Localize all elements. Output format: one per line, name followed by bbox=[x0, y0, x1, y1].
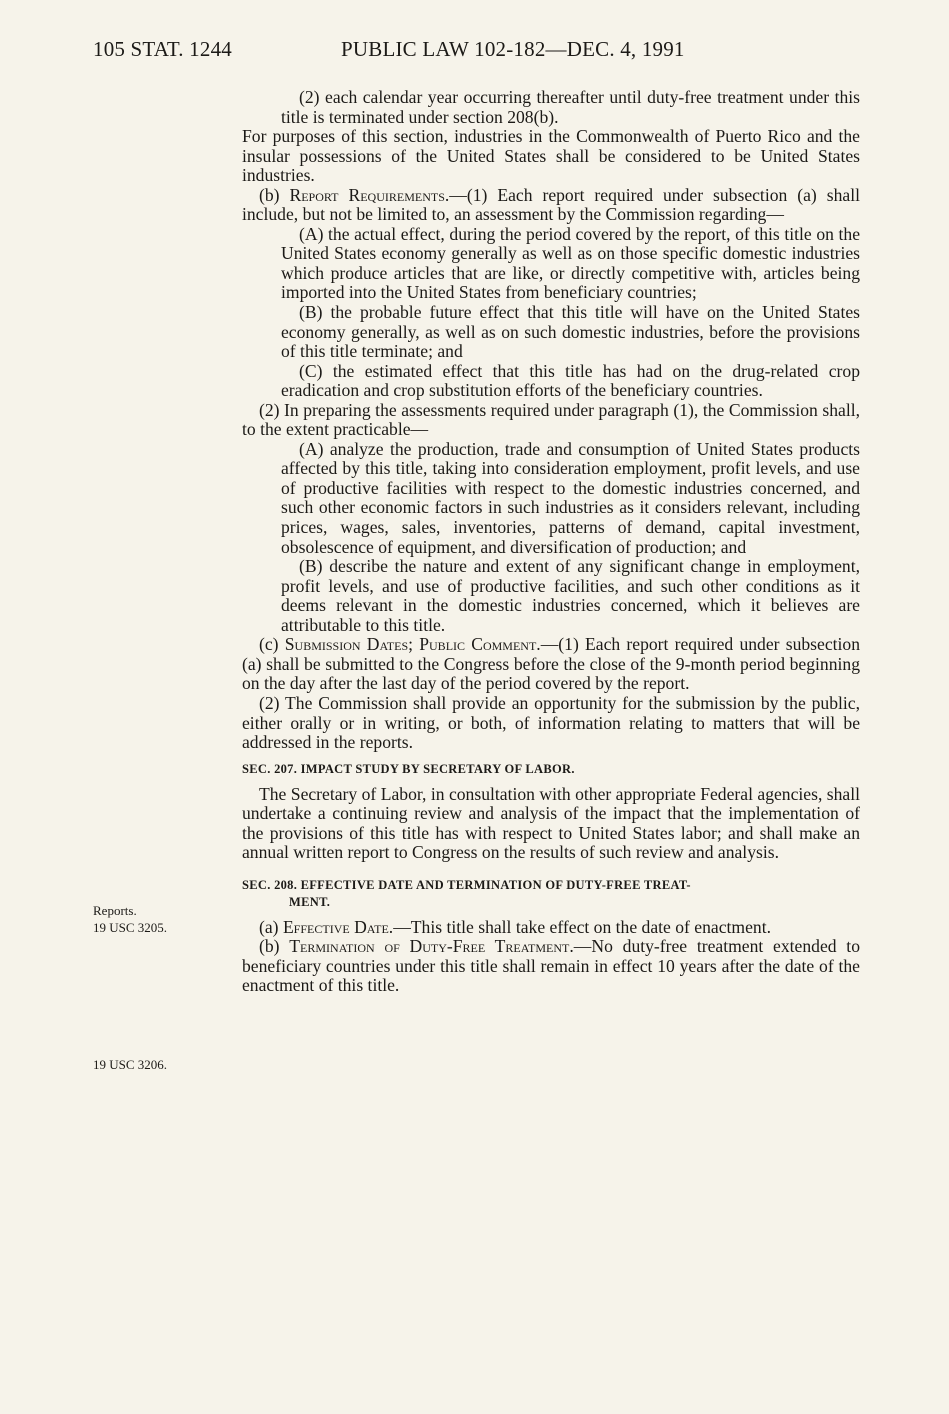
paragraph-a2: (2) each calendar year occurring thereafter until duty-free treatment under this title is terminated under section 208(b). bbox=[281, 87, 860, 127]
clause-b1-C: (C) the estimated effect that this title has had on the drug-related crop eradication and crop substitution efforts of the beneficiary countries. bbox=[281, 360, 860, 401]
subsection-b-heading: Report Requirements. bbox=[289, 184, 450, 205]
section-208-a-label: (a) bbox=[259, 916, 283, 937]
margin-note-usc-3206: 19 USC 3206. bbox=[93, 1057, 168, 1072]
margin-note-reports: Reports. bbox=[93, 903, 137, 918]
clause-b1-A: (A) the actual effect, during the period covered by the report, of this title on the United States economy generally as well as on those specific domestic industries which produce articles that are like, or directly competitive with, articles being imported into the United States from beneficiary countries; bbox=[281, 223, 860, 303]
section-208-b-text: —No duty-free treatment extended to beneficiary countries under this title shall remain in effect 10 years after the date of the enactment of this title. bbox=[242, 936, 860, 996]
clause-b2-B: (B) describe the nature and extent of any significant change in employment, profit levels, and use of productive facilities, and such other conditions as it deems relevant in the domestic industries concerned, which it believes are attributable to this title. bbox=[281, 556, 860, 635]
section-208-a-text: —This title shall take effect on the date of enactment. bbox=[393, 916, 771, 937]
section-208-a-heading: Effective Date. bbox=[282, 916, 394, 937]
section-208-a bbox=[242, 918, 860, 938]
paragraph-b2: (2) In preparing the assessments required under paragraph (1), the Commission shall, to the extent practicable— bbox=[242, 399, 860, 440]
stat-page-number: 105 STAT. 1244 bbox=[93, 37, 232, 61]
section-208-heading-line-1: SEC. 208. EFFECTIVE DATE AND TERMINATION OF DUTY-FREE TREAT- bbox=[242, 877, 691, 892]
public-law-title: PUBLIC LAW 102-182—DEC. 4, 1991 bbox=[341, 37, 685, 61]
subsection-b-text: —(1) Each report required under subsection (a) shall include, but not be limited to, an assessment by the Commission regarding— bbox=[242, 184, 860, 225]
paragraph-purposes: For purposes of this section, industries in the Commonwealth of Puerto Rico and the insular possessions of the United States shall be considered to be United States industries. bbox=[242, 126, 860, 186]
section-208-b bbox=[242, 937, 860, 996]
subsection-b-label: (b) bbox=[259, 184, 290, 205]
section-208-b-heading: Termination of Duty-Free Treatment. bbox=[289, 936, 574, 957]
page-header bbox=[93, 37, 863, 65]
section-208-heading bbox=[242, 877, 860, 911]
statute-body bbox=[242, 88, 860, 996]
section-208-heading-line-2: MENT. bbox=[289, 894, 331, 909]
subsection-c-text: —(1) Each report required under subsection (a) shall be submitted to the Congress before the close of the 9-month period beginning on the day after the last day of the period covered by the report. bbox=[242, 634, 860, 694]
clause-b1-B: (B) the probable future effect that this title will have on the United States economy generally, as well as on such domestic industries, before the provisions of this title terminate; and bbox=[281, 302, 860, 362]
section-207-body: The Secretary of Labor, in consultation with other appropriate Federal agencies, shall undertake a continuing review and analysis of the impact that the implementation of the provisions of this title has with respect to United States labor; and shall make an annual written report to Congress on the results of such review and analysis. bbox=[242, 783, 860, 863]
subsection-b-report-requirements bbox=[242, 186, 860, 225]
margin-note-usc-3205: 19 USC 3205. bbox=[93, 920, 168, 935]
subsection-c-label: (c) bbox=[259, 634, 285, 655]
clause-b2-A: (A) analyze the production, trade and consumption of United States products affected by this title, taking into consideration employment, profit levels, and use of productive facilities with respect to the domestic industries concerned, and such other economic factors in such industries as it considers relevant, including prices, wages, sales, inventories, patterns of demand, capital investment, obsolescence of equipment, and diversification of production; and bbox=[281, 438, 860, 557]
section-207-heading: SEC. 207. IMPACT STUDY BY SECRETARY OF LABOR. bbox=[242, 761, 575, 776]
subsection-c-submission-dates bbox=[242, 635, 860, 694]
section-208-b-label: (b) bbox=[259, 936, 290, 957]
subsection-c-heading: Submission Dates; Public Comment. bbox=[284, 634, 541, 655]
paragraph-c2: (2) The Commission shall provide an opportunity for the submission by the public, either orally or in writing, or both, of information relating to matters that will be addressed in the reports. bbox=[242, 692, 860, 753]
